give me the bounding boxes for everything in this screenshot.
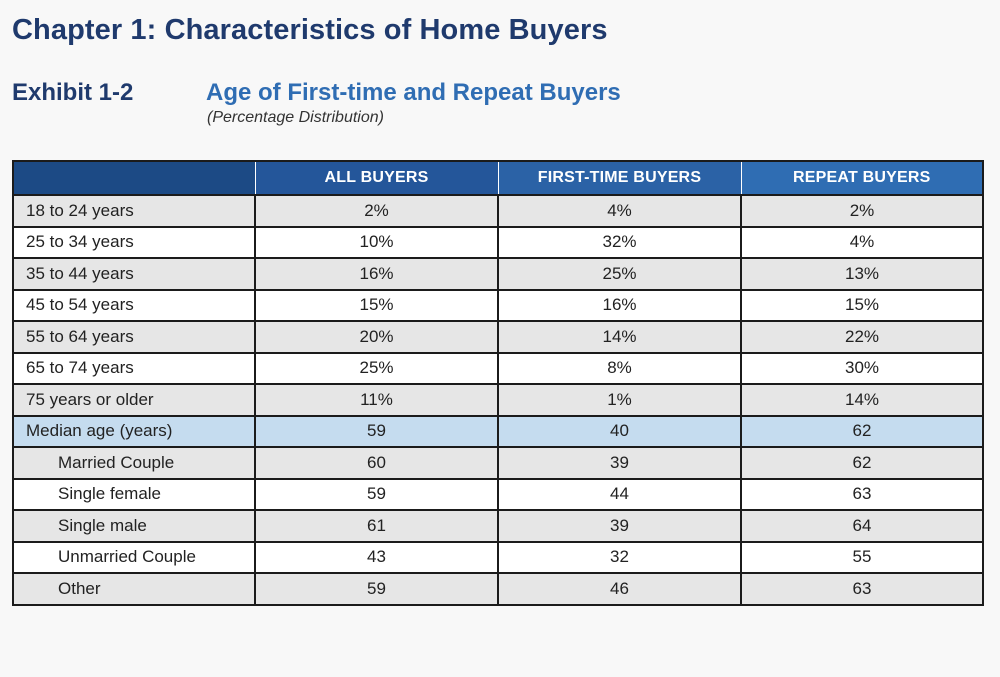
row-label: Single male [13, 510, 255, 542]
table-row [13, 573, 983, 605]
exhibit-title: Age of First-time and Repeat Buyers [206, 79, 621, 106]
header-label-column [13, 161, 255, 195]
table-row [13, 258, 983, 290]
table-row [13, 227, 983, 259]
table-row [13, 479, 983, 511]
cell-repeat-buyers: 62 [741, 447, 983, 479]
row-label: 25 to 34 years [13, 227, 255, 259]
row-label: 55 to 64 years [13, 321, 255, 353]
row-label: 75 years or older [13, 384, 255, 416]
cell-repeat-buyers: 14% [741, 384, 983, 416]
cell-first-time-buyers: 25% [498, 258, 741, 290]
cell-first-time-buyers: 14% [498, 321, 741, 353]
row-label: 65 to 74 years [13, 353, 255, 385]
cell-all-buyers: 20% [255, 321, 498, 353]
cell-all-buyers: 2% [255, 195, 498, 227]
table-row [13, 384, 983, 416]
cell-repeat-buyers: 2% [741, 195, 983, 227]
row-label: Single female [13, 479, 255, 511]
table-row [13, 447, 983, 479]
row-label: 18 to 24 years [13, 195, 255, 227]
row-label: Median age (years) [13, 416, 255, 448]
cell-all-buyers: 61 [255, 510, 498, 542]
table-row [13, 542, 983, 574]
table-row [13, 510, 983, 542]
header-all-buyers: ALL BUYERS [255, 161, 498, 195]
median-row [13, 416, 983, 448]
cell-first-time-buyers: 39 [498, 447, 741, 479]
header-repeat-buyers: REPEAT BUYERS [741, 161, 983, 195]
row-label: 45 to 54 years [13, 290, 255, 322]
cell-repeat-buyers: 22% [741, 321, 983, 353]
cell-all-buyers: 16% [255, 258, 498, 290]
cell-all-buyers: 15% [255, 290, 498, 322]
cell-repeat-buyers: 55 [741, 542, 983, 574]
cell-all-buyers: 25% [255, 353, 498, 385]
exhibit-number: Exhibit 1-2 [12, 79, 134, 106]
cell-all-buyers: 59 [255, 573, 498, 605]
cell-repeat-buyers: 30% [741, 353, 983, 385]
cell-first-time-buyers: 39 [498, 510, 741, 542]
table-row [13, 195, 983, 227]
row-label: 35 to 44 years [13, 258, 255, 290]
cell-all-buyers: 11% [255, 384, 498, 416]
cell-first-time-buyers: 40 [498, 416, 741, 448]
cell-repeat-buyers: 64 [741, 510, 983, 542]
cell-first-time-buyers: 46 [498, 573, 741, 605]
row-label: Married Couple [13, 447, 255, 479]
table-row [13, 321, 983, 353]
cell-repeat-buyers: 63 [741, 479, 983, 511]
cell-first-time-buyers: 8% [498, 353, 741, 385]
cell-all-buyers: 60 [255, 447, 498, 479]
cell-repeat-buyers: 4% [741, 227, 983, 259]
table-body [13, 195, 983, 605]
table-row [13, 353, 983, 385]
cell-first-time-buyers: 1% [498, 384, 741, 416]
row-label: Other [13, 573, 255, 605]
header-first-time-buyers: FIRST-TIME BUYERS [498, 161, 741, 195]
table-row [13, 290, 983, 322]
table-header-row [13, 161, 983, 195]
cell-all-buyers: 59 [255, 416, 498, 448]
cell-first-time-buyers: 4% [498, 195, 741, 227]
cell-first-time-buyers: 16% [498, 290, 741, 322]
cell-repeat-buyers: 13% [741, 258, 983, 290]
cell-first-time-buyers: 32% [498, 227, 741, 259]
row-label: Unmarried Couple [13, 542, 255, 574]
chapter-title: Chapter 1: Characteristics of Home Buyers [12, 14, 608, 46]
cell-repeat-buyers: 15% [741, 290, 983, 322]
exhibit-subtitle: (Percentage Distribution) [207, 109, 384, 126]
cell-all-buyers: 10% [255, 227, 498, 259]
cell-repeat-buyers: 63 [741, 573, 983, 605]
age-distribution-table [12, 160, 984, 606]
cell-first-time-buyers: 44 [498, 479, 741, 511]
cell-repeat-buyers: 62 [741, 416, 983, 448]
cell-all-buyers: 43 [255, 542, 498, 574]
cell-all-buyers: 59 [255, 479, 498, 511]
cell-first-time-buyers: 32 [498, 542, 741, 574]
